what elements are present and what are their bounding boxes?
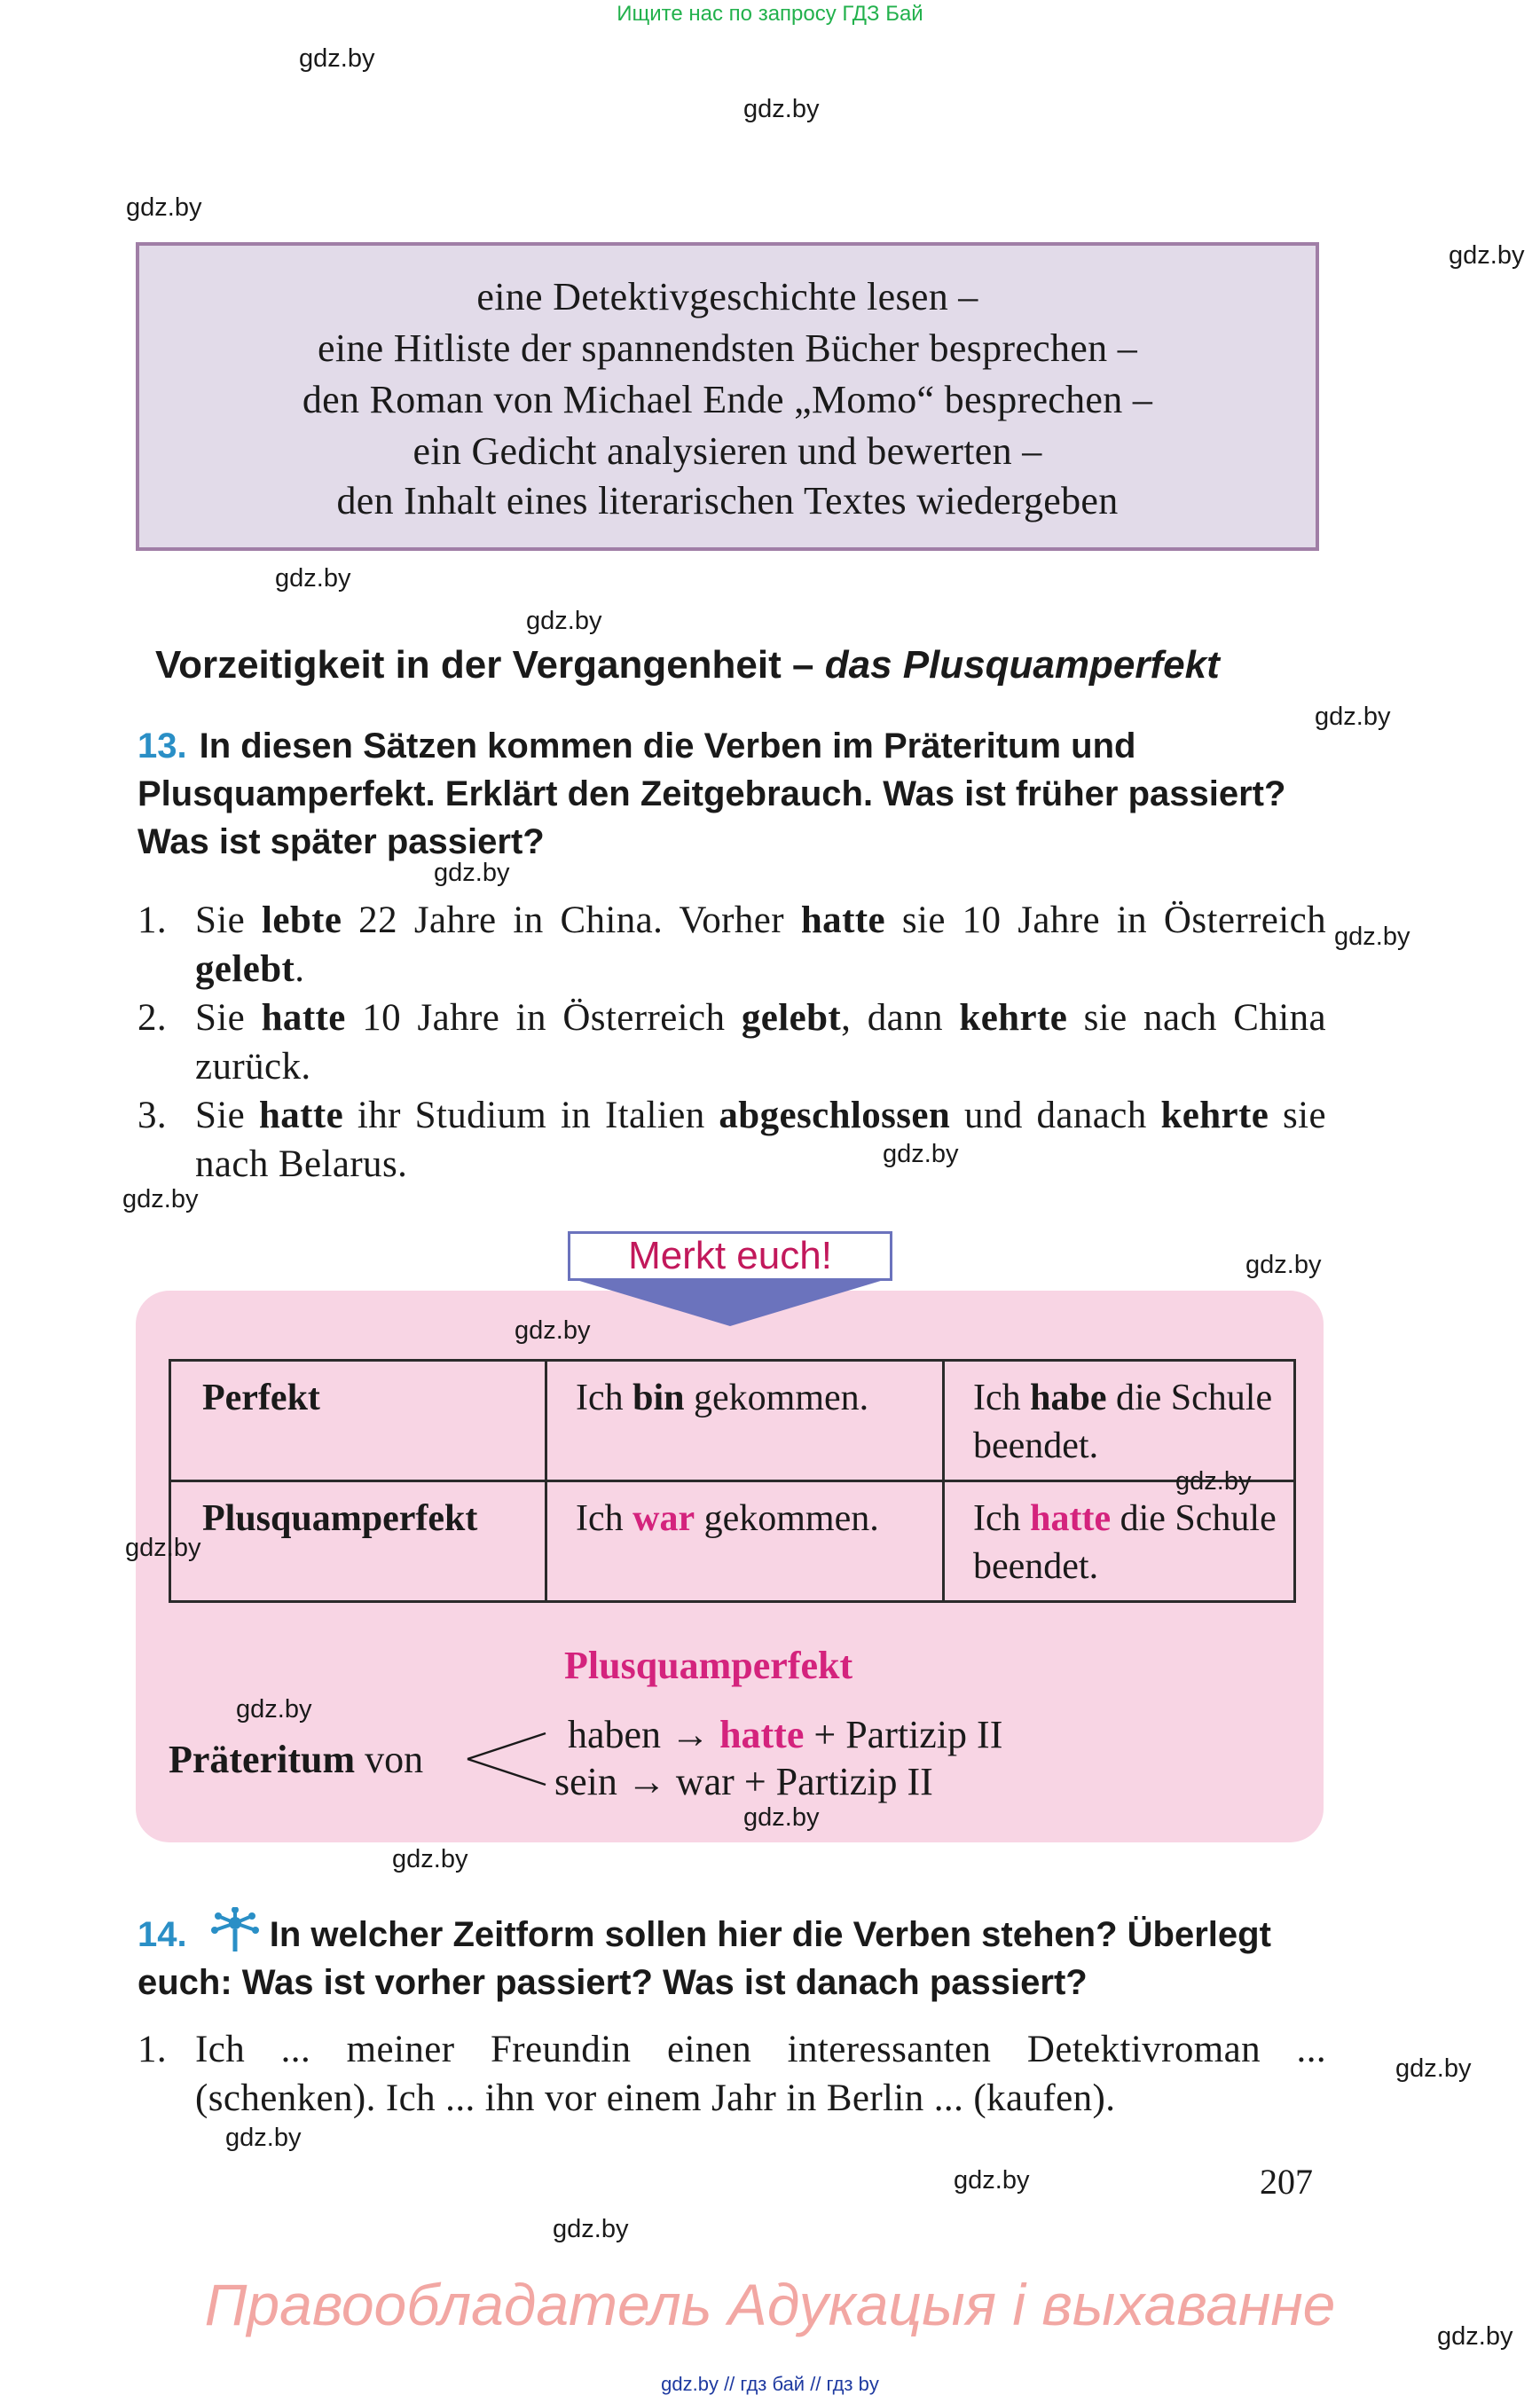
- watermark: gdz.by: [126, 193, 202, 222]
- watermark: gdz.by: [1175, 1467, 1252, 1496]
- watermark: gdz.by: [225, 2124, 302, 2152]
- task-number: 13.: [138, 726, 187, 766]
- watermark: gdz.by: [299, 44, 375, 73]
- watermark: gdz.by: [1437, 2322, 1513, 2351]
- watermark: gdz.by: [122, 1185, 199, 1213]
- top-banner[interactable]: Ищите нас по запросу ГДЗ Бай: [617, 2, 923, 26]
- section-heading: [155, 643, 1220, 687]
- phrase-line: eine Detektivgeschichte lesen –: [476, 275, 978, 318]
- sentence-number: 3.: [138, 1095, 168, 1136]
- watermark: gdz.by: [434, 859, 510, 887]
- phrase-line: den Roman von Michael Ende „Momo“ besprechen –: [302, 378, 1153, 421]
- watermark: gdz.by: [743, 1803, 820, 1832]
- sentence-text: Sie hatte ihr Studium in Italien abgeschlossen und danach kehrte sie nach Belarus.: [195, 1095, 1326, 1185]
- phrase-line: ein Gedicht analysieren und bewerten –: [412, 429, 1042, 473]
- sentence-number: 1.: [138, 2029, 168, 2070]
- rule-sein: sein → war + Partizip II: [554, 1760, 933, 1803]
- watermark: gdz.by: [1245, 1251, 1322, 1279]
- table-cell-label: Perfekt: [170, 1361, 546, 1481]
- rule-praeteritum: Präteritum von: [169, 1738, 424, 1781]
- bottom-links[interactable]: gdz.by // гдз бай // гдз by: [661, 2373, 879, 2395]
- sentence-1: [138, 896, 1326, 993]
- rule-title: Plusquamperfekt: [564, 1644, 853, 1687]
- sentence-number: 2.: [138, 997, 168, 1039]
- table-row: [170, 1481, 1295, 1602]
- table-cell-label: Plusquamperfekt: [170, 1481, 546, 1602]
- task-text: In diesen Sätzen kommen die Verben im Präteritum und Plusquamperfekt. Erklärt den Zeitgebrauch. Was ist früher passiert? Was ist später passiert?: [138, 726, 1286, 861]
- phrase-line: den Inhalt eines literarischen Textes wiedergeben: [336, 479, 1119, 522]
- task-text: In welcher Zeitform sollen hier die Verben stehen? Überlegt euch: Was ist vorher passiert? Was ist danach passiert?: [138, 1915, 1271, 2002]
- watermark: gdz.by: [1395, 2054, 1472, 2083]
- watermark: gdz.by: [275, 564, 351, 593]
- watermark: gdz.by: [526, 607, 602, 635]
- page-number: 207: [1260, 2162, 1313, 2202]
- table-row: [170, 1361, 1295, 1481]
- table-cell: Ich hatte die Schule beendet.: [944, 1481, 1295, 1602]
- watermark: gdz.by: [1334, 923, 1410, 951]
- watermark: gdz.by: [1315, 703, 1391, 731]
- heading-main: Vorzeitigkeit in der Vergangenheit –: [155, 643, 814, 687]
- task-number: 14.: [138, 1915, 187, 1954]
- table-cell: Ich war gekommen.: [546, 1481, 944, 1602]
- copyright-notice: Правообладатель Адукацыя і выхаванне: [204, 2272, 1336, 2337]
- sentence-text: Sie lebte 22 Jahre in China. Vorher hatte sie 10 Jahre in Österreich gelebt.: [195, 899, 1326, 990]
- watermark: gdz.by: [954, 2166, 1030, 2195]
- table-cell: Ich bin gekommen.: [546, 1361, 944, 1481]
- watermark: gdz.by: [1449, 241, 1525, 270]
- callout-arrow: [568, 1277, 892, 1331]
- table-cell: Ich habe die Schule beendet.: [944, 1361, 1295, 1481]
- phrase-box: [136, 242, 1319, 551]
- sentence-text: Ich ... meiner Freundin einen interessanten Detektivroman ... (schenken). Ich ... ihn vor einem Jahr in Berlin ... (kaufen).: [195, 2029, 1326, 2119]
- tense-table: [169, 1359, 1296, 1603]
- watermark: gdz.by: [883, 1140, 959, 1168]
- merkt-euch-label: Merkt euch!: [568, 1231, 892, 1281]
- heading-italic: das Plusquamperfekt: [824, 643, 1220, 687]
- watermark: gdz.by: [125, 1534, 201, 1562]
- task-13-instruction: [138, 722, 1326, 866]
- rule-haben: haben → hatte + Partizip II: [568, 1713, 1003, 1756]
- task-14-instruction: [138, 1907, 1326, 2006]
- sentence-14-1: [138, 2025, 1326, 2123]
- phrase-line: eine Hitliste der spannendsten Bücher besprechen –: [317, 326, 1138, 370]
- watermark: gdz.by: [743, 95, 820, 123]
- brainstorm-icon: [209, 1907, 261, 1953]
- sentence-text: Sie hatte 10 Jahre in Österreich gelebt, dann kehrte sie nach China zurück.: [195, 997, 1326, 1088]
- sentence-number: 1.: [138, 899, 168, 941]
- sentence-3: [138, 1091, 1326, 1189]
- watermark: gdz.by: [236, 1695, 312, 1724]
- watermark: gdz.by: [515, 1316, 591, 1345]
- watermark: gdz.by: [553, 2215, 629, 2243]
- branch-lines: [466, 1730, 547, 1788]
- watermark: gdz.by: [392, 1845, 468, 1873]
- sentence-2: [138, 993, 1326, 1091]
